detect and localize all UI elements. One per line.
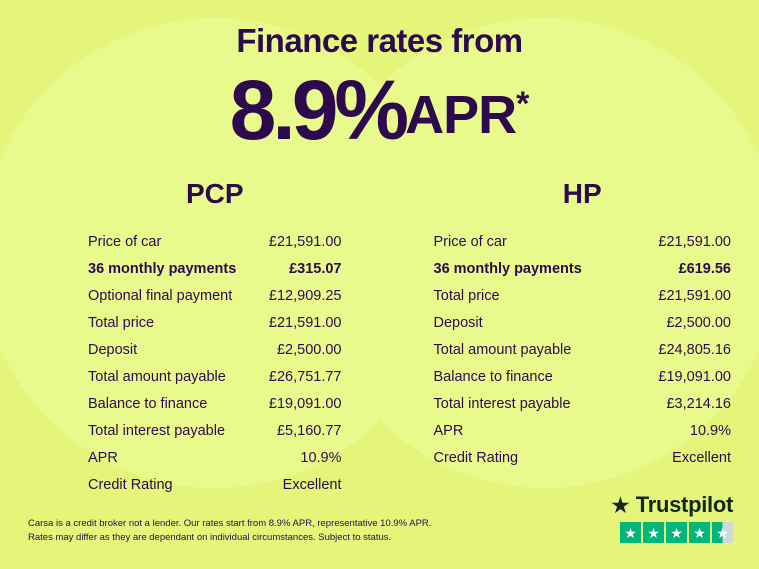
row-value: Excellent [672, 449, 731, 466]
table-row [88, 417, 342, 444]
table-row [434, 282, 732, 309]
row-value: £5,160.77 [276, 422, 342, 439]
table-row [88, 363, 342, 390]
row-label: Total interest payable [433, 395, 571, 412]
table-row [88, 255, 342, 282]
row-value: £21,591.00 [268, 233, 342, 250]
finance-columns [0, 178, 759, 498]
row-label: Balance to finance [88, 395, 208, 412]
row-label: Deposit [433, 314, 483, 331]
star-icon: ★ [643, 522, 664, 543]
table-row [88, 444, 342, 471]
row-value: £2,500.00 [276, 341, 342, 358]
table-row [88, 228, 342, 255]
hp-column-title: HP [562, 178, 602, 209]
star-icon: ★ [666, 522, 687, 543]
table-row [434, 228, 732, 255]
trustpilot-rating-stars [610, 522, 733, 543]
table-row [434, 417, 732, 444]
star-half-icon: ★ [712, 522, 733, 543]
row-value: £619.56 [678, 260, 731, 277]
row-value: £21,591.00 [658, 233, 731, 250]
row-label: APR [433, 422, 464, 439]
table-row [434, 390, 732, 417]
row-label: Total price [88, 314, 155, 331]
pcp-column-title: PCP [185, 178, 244, 209]
row-value: £19,091.00 [658, 368, 731, 385]
rate-asterisk: * [516, 85, 530, 123]
row-label: Credit Rating [88, 476, 173, 493]
page-title: Finance rates from [236, 22, 523, 59]
row-label: Total amount payable [433, 341, 572, 358]
row-value: £26,751.77 [268, 368, 342, 385]
row-label: Price of car [88, 233, 162, 250]
row-label: Total price [433, 287, 500, 304]
table-row [434, 309, 732, 336]
hp-column [380, 178, 759, 498]
trustpilot-star-icon: ★ [610, 491, 631, 518]
table-row [434, 444, 732, 471]
disclaimer-line-2: Rates may differ as they are dependant on individual circumstances. Subject to status. [28, 532, 392, 544]
row-label: Credit Rating [433, 449, 519, 466]
row-label: Optional final payment [88, 287, 233, 304]
row-value: 10.9% [300, 449, 342, 466]
trustpilot-name: Trustpilot [635, 492, 733, 517]
row-label: 36 monthly payments [88, 260, 237, 277]
table-row [434, 336, 732, 363]
row-label: Total interest payable [88, 422, 226, 439]
star-icon: ★ [689, 522, 710, 543]
disclaimer-text [28, 517, 458, 545]
row-label: Balance to finance [433, 368, 553, 385]
star-icon: ★ [620, 522, 641, 543]
trustpilot-badge [610, 492, 733, 543]
headline-rate [0, 63, 759, 157]
row-value: £21,591.00 [658, 287, 731, 304]
row-value: £315.07 [289, 260, 342, 277]
row-label: 36 monthly payments [433, 260, 582, 277]
disclaimer-line-1: Carsa is a credit broker not a lender. Our rates start from 8.9% APR, representative 10.9% APR. [28, 518, 432, 530]
rate-number: 8.9% [229, 63, 406, 157]
table-row [88, 282, 342, 309]
table-row [434, 363, 732, 390]
trustpilot-logo [610, 492, 733, 518]
table-row [88, 390, 342, 417]
row-label: Total amount payable [88, 368, 226, 385]
row-value: £2,500.00 [666, 314, 731, 331]
table-row [434, 255, 732, 282]
row-value: 10.9% [689, 422, 731, 439]
row-value: £21,591.00 [268, 314, 342, 331]
table-row [88, 471, 342, 498]
footer [0, 491, 759, 569]
row-value: £12,909.25 [268, 287, 342, 304]
row-label: Deposit [88, 341, 138, 358]
row-label: Price of car [433, 233, 507, 250]
row-value: £24,805.16 [658, 341, 731, 358]
rate-apr-label: APR [405, 85, 517, 145]
row-value: £19,091.00 [268, 395, 342, 412]
row-label: APR [88, 449, 118, 466]
row-value: £3,214.16 [666, 395, 731, 412]
pcp-column [0, 178, 380, 498]
table-row [88, 309, 342, 336]
table-row [88, 336, 342, 363]
row-value: Excellent [282, 476, 342, 493]
